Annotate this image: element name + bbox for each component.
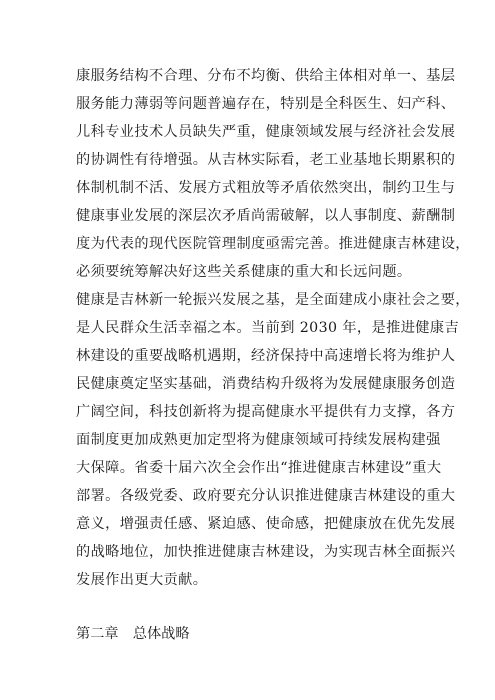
paragraph-1-line: 体制机制不活、发展方式粗放等矛盾依然突出，制约卫生与 bbox=[76, 180, 456, 196]
paragraph-1-line: 必须要统筹解决好这些关系健康的重大和长远问题。 bbox=[76, 264, 412, 280]
paragraph-2-line: 是人民群众生活幸福之本。当前到 2030 年，是推进健康吉 bbox=[76, 320, 460, 336]
paragraph-1-line: 康服务结构不合理、分布不均衡、供给主体相对单一、基层 bbox=[76, 68, 456, 84]
paragraph-2-line: 部署。各级党委、政府要充分认识推进健康吉林建设的重大 bbox=[76, 488, 456, 504]
paragraph-1-line: 度为代表的现代医院管理制度亟需完善。推进健康吉林建设， bbox=[76, 236, 470, 252]
paragraph-2-line: 面制度更加成熟更加定型将为健康领域可持续发展构建强 bbox=[76, 432, 441, 448]
paragraph-1-line: 儿科专业技术人员缺失严重，健康领域发展与经济社会发展 bbox=[76, 124, 456, 140]
paragraph-2-line: 林建设的重要战略机遇期，经济保持中高速增长将为维护人 bbox=[76, 348, 456, 364]
paragraph-2-line: 大保障。省委十届六次全会作出“推进健康吉林建设”重大 bbox=[76, 460, 442, 476]
paragraph-1-line: 的协调性有待增强。从吉林实际看，老工业基地长期累积的 bbox=[76, 152, 456, 168]
paragraph-2-line: 健康是吉林新一轮振兴发展之基，是全面建成小康社会之要， bbox=[76, 292, 470, 308]
paragraph-2-line: 民健康奠定坚实基础，消费结构升级将为发展健康服务创造 bbox=[76, 376, 456, 392]
paragraph-1-line: 健康事业发展的深层次矛盾尚需破解，以人事制度、薪酬制 bbox=[76, 208, 456, 224]
paragraph-2-line: 广阔空间，科技创新将为提高健康水平提供有力支撑，各方 bbox=[76, 404, 456, 420]
paragraph-2-line: 发展作出更大贡献。 bbox=[76, 572, 208, 588]
paragraph-2-line: 的战略地位，加快推进健康吉林建设，为实现吉林全面振兴 bbox=[76, 544, 456, 560]
paragraph-1-line: 服务能力薄弱等问题普遍存在，特别是全科医生、妇产科、 bbox=[76, 96, 456, 112]
paragraph-2-line: 意义，增强责任感、紧迫感、使命感，把健康放在优先发展 bbox=[76, 516, 456, 532]
chapter-heading: 第二章 总体战略 bbox=[76, 626, 190, 642]
